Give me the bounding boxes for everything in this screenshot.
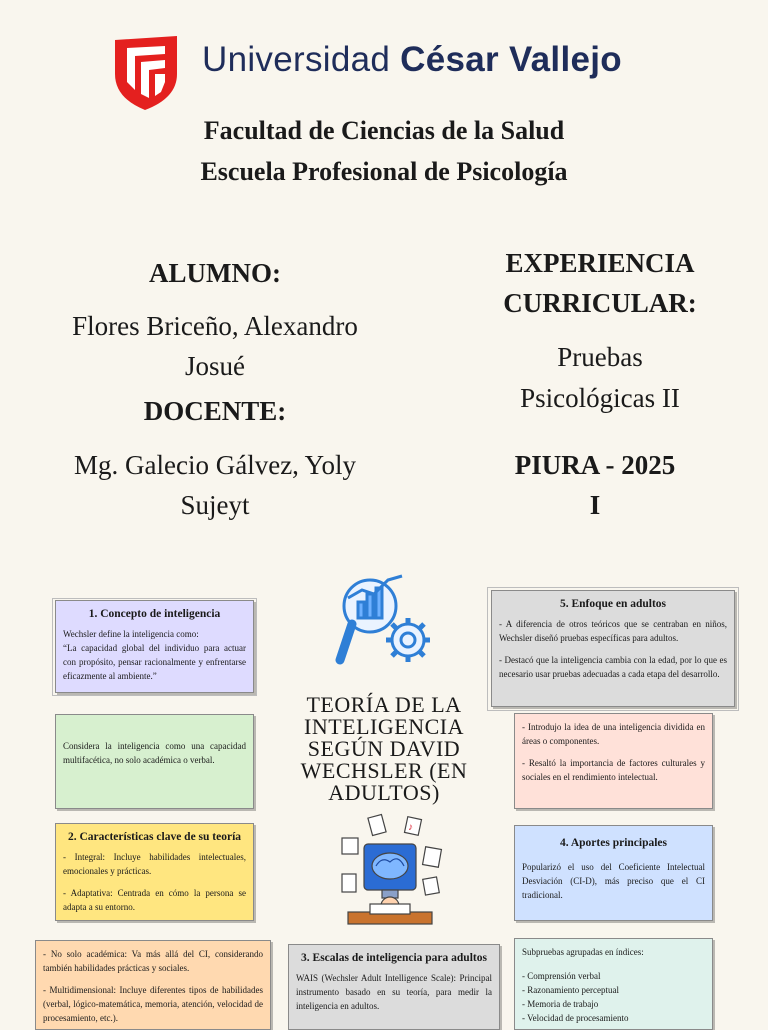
card-components-text2: - Resaltó la importancia de factores culturales y sociales en el rendimiento intelectual. <box>522 758 705 782</box>
list-item: - Memoria de trabajo <box>522 999 599 1009</box>
card-indices <box>514 938 713 1030</box>
university-name: Universidad César Vallejo <box>202 40 622 79</box>
card-components-text1: - Introdujo la idea de una inteligencia dividida en áreas o componentes. <box>522 722 705 746</box>
card-scales-title: 3. Escalas de inteligencia para adultos <box>301 952 487 964</box>
card-concept-text1: Wechsler define la inteligencia como: <box>63 629 199 639</box>
card-indices-text: Subpruebas agrupadas en índices: <box>522 947 644 957</box>
card-characteristics-text1: - Integral: Incluye habilidades intelectuales, emocionales y prácticas. <box>63 852 246 876</box>
list-item: - Comprensión verbal <box>522 971 601 981</box>
student-name-line2: Josué <box>185 351 245 381</box>
place-year-line1: PIURA - 2025 <box>514 450 676 480</box>
card-characteristics <box>55 823 254 921</box>
experience-label-line1: EXPERIENCIA <box>505 248 695 278</box>
card-adults <box>491 590 735 707</box>
card-multifaceted <box>55 714 254 809</box>
teacher-label: DOCENTE: <box>143 396 287 426</box>
theory-title-line4: WECHSLER (EN <box>300 758 468 783</box>
card-characteristics-text2: - Adaptativa: Centrada en cómo la persona se adapta a su entorno. <box>63 888 246 912</box>
theory-title-line3: SEGÚN DAVID <box>307 736 461 761</box>
card-multifaceted-text: Considera la inteligencia como una capacidad multifacética, no solo académica o verbal. <box>63 741 246 765</box>
svg-text:♪: ♪ <box>408 822 413 833</box>
card-contributions <box>514 825 713 921</box>
experience-label-line2: CURRICULAR: <box>503 288 697 318</box>
card-concept <box>55 600 254 693</box>
theory-title-line1: TEORÍA DE LA <box>306 692 462 717</box>
course-line1: Pruebas <box>557 342 643 372</box>
student-name-line1: Flores Briceño, Alexandro <box>72 311 358 341</box>
card-adults-text1: - A diferencia de otros teóricos que se centraban en niños, Wechsler diseñó pruebas específicas para adultos. <box>499 619 727 643</box>
card-dimensions <box>35 940 271 1030</box>
card-components <box>514 713 713 809</box>
card-concept-title: 1. Concepto de inteligencia <box>88 608 221 620</box>
theory-title <box>280 694 488 804</box>
card-characteristics-title: 2. Características clave de su teoría <box>67 831 242 843</box>
card-adults-text2: - Destacó que la inteligencia cambia con la edad, por lo que es necesario usar pruebas adecuadas a cada etapa del desarrollo. <box>499 655 727 679</box>
teacher-name-line1: Mg. Galecio Gálvez, Yoly <box>74 450 356 480</box>
place-year-line2: I <box>589 490 601 520</box>
teacher-name-line2: Sujeyt <box>180 490 250 520</box>
student-label: ALUMNO: <box>149 258 281 288</box>
theory-title-line2: INTELIGENCIA <box>304 714 464 739</box>
card-scales <box>288 944 500 1030</box>
card-concept-text2: “La capacidad global del individuo para actuar con propósito, pensar racionalmente y enfrentarse eficazmente al ambiente.” <box>63 643 246 681</box>
card-contributions-title: 4. Aportes principales <box>559 837 667 849</box>
theory-title-line5: ADULTOS) <box>328 780 440 805</box>
card-scales-text: WAIS (Wechsler Adult Intelligence Scale): Principal instrumento basado en su teoría, para medir la inteligencia en adultos. <box>296 973 492 1011</box>
brain-computer-icon <box>334 812 446 934</box>
ucv-shield-logo <box>113 34 179 112</box>
data-analysis-icon <box>330 568 440 678</box>
card-dimensions-text1: - No solo académica: Va más allá del CI, considerando también habilidades prácticas y sociales. <box>43 949 263 973</box>
card-dimensions-text2: - Multidimensional: Incluye diferentes tipos de habilidades (verbal, lógico-matemática, memoria, atención, velocidad de procesamiento, etc.). <box>43 985 263 1023</box>
faculty-title: Facultad de Ciencias de la Salud <box>203 116 565 145</box>
course-line2: Psicológicas II <box>520 383 680 413</box>
card-contributions-text: Popularizó el uso del Coeficiente Intelectual Desviación (CI-D), más preciso que el CI tradicional. <box>522 862 705 900</box>
list-item: - Velocidad de procesamiento <box>522 1013 629 1023</box>
list-item: - Razonamiento perceptual <box>522 985 619 995</box>
card-adults-title: 5. Enfoque en adultos <box>559 598 667 610</box>
school-title: Escuela Profesional de Psicología <box>200 157 568 186</box>
